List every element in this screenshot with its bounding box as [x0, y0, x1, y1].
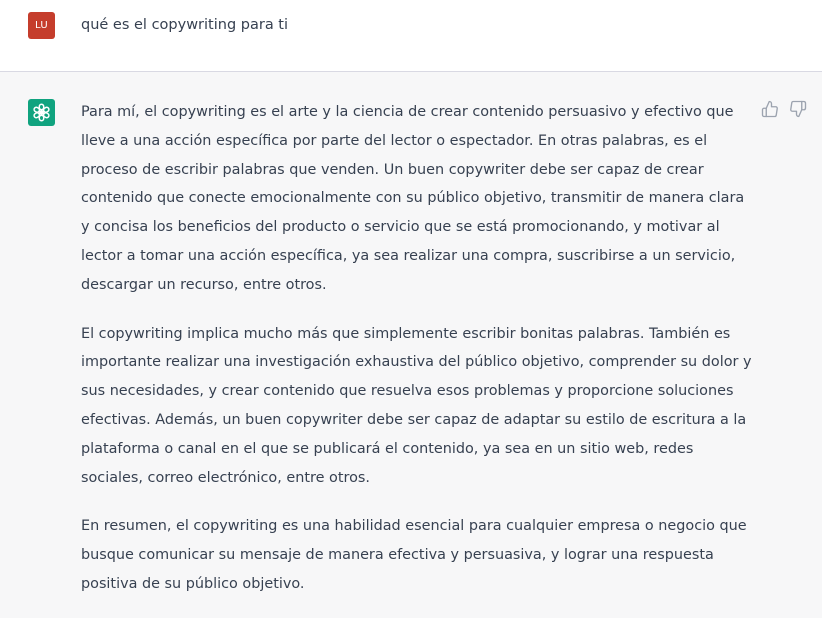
openai-logo-icon	[28, 99, 55, 126]
user-message-row	[0, 0, 822, 72]
assistant-reply	[81, 98, 753, 599]
thumbs-up-icon[interactable]	[761, 100, 779, 118]
assistant-message-row	[0, 72, 822, 618]
thumbs-down-icon[interactable]	[789, 100, 807, 118]
user-avatar: LU	[28, 12, 55, 39]
assistant-avatar	[28, 99, 55, 126]
reply-paragraph: Para mí, el copywriting es el arte y la ciencia de crear contenido persuasivo y efectivo que lleve a una acción específica por parte del lector o espectador. En otras palabras, es el proceso de escribir palabras que venden. Un buen copywriter debe ser capaz de crear contenido que conecte emocionalmente con su público objetivo, transmitir de manera clara y concisa los beneficios del producto o servicio que se está promocionando, y motivar al lector a tomar una acción específica, ya sea realizar una compra, suscribirse a un servicio, descargar un recurso, entre otros.	[81, 104, 745, 293]
reply-paragraph: El copywriting implica mucho más que simplemente escribir bonitas palabras. También es importante realizar una investigación exhaustiva del público objetivo, comprender su dolor y sus necesidades, y crear contenido que resuelva esos problemas y proporcione soluciones efectivas. Además, un buen copywriter debe ser capaz de adaptar su estilo de escritura a la plataforma o canal en el que se publicará el contenido, ya sea en un sitio web, redes sociales, correo electrónico, entre otros.	[81, 325, 752, 486]
feedback-buttons	[761, 100, 807, 118]
user-message-text: qué es el copywriting para ti	[81, 17, 289, 33]
reply-paragraph: En resumen, el copywriting es una habilidad esencial para cualquier empresa o negocio que busque comunicar su mensaje de manera efectiva y persuasiva, y lograr una respuesta positiva de su público objetivo.	[81, 518, 747, 592]
